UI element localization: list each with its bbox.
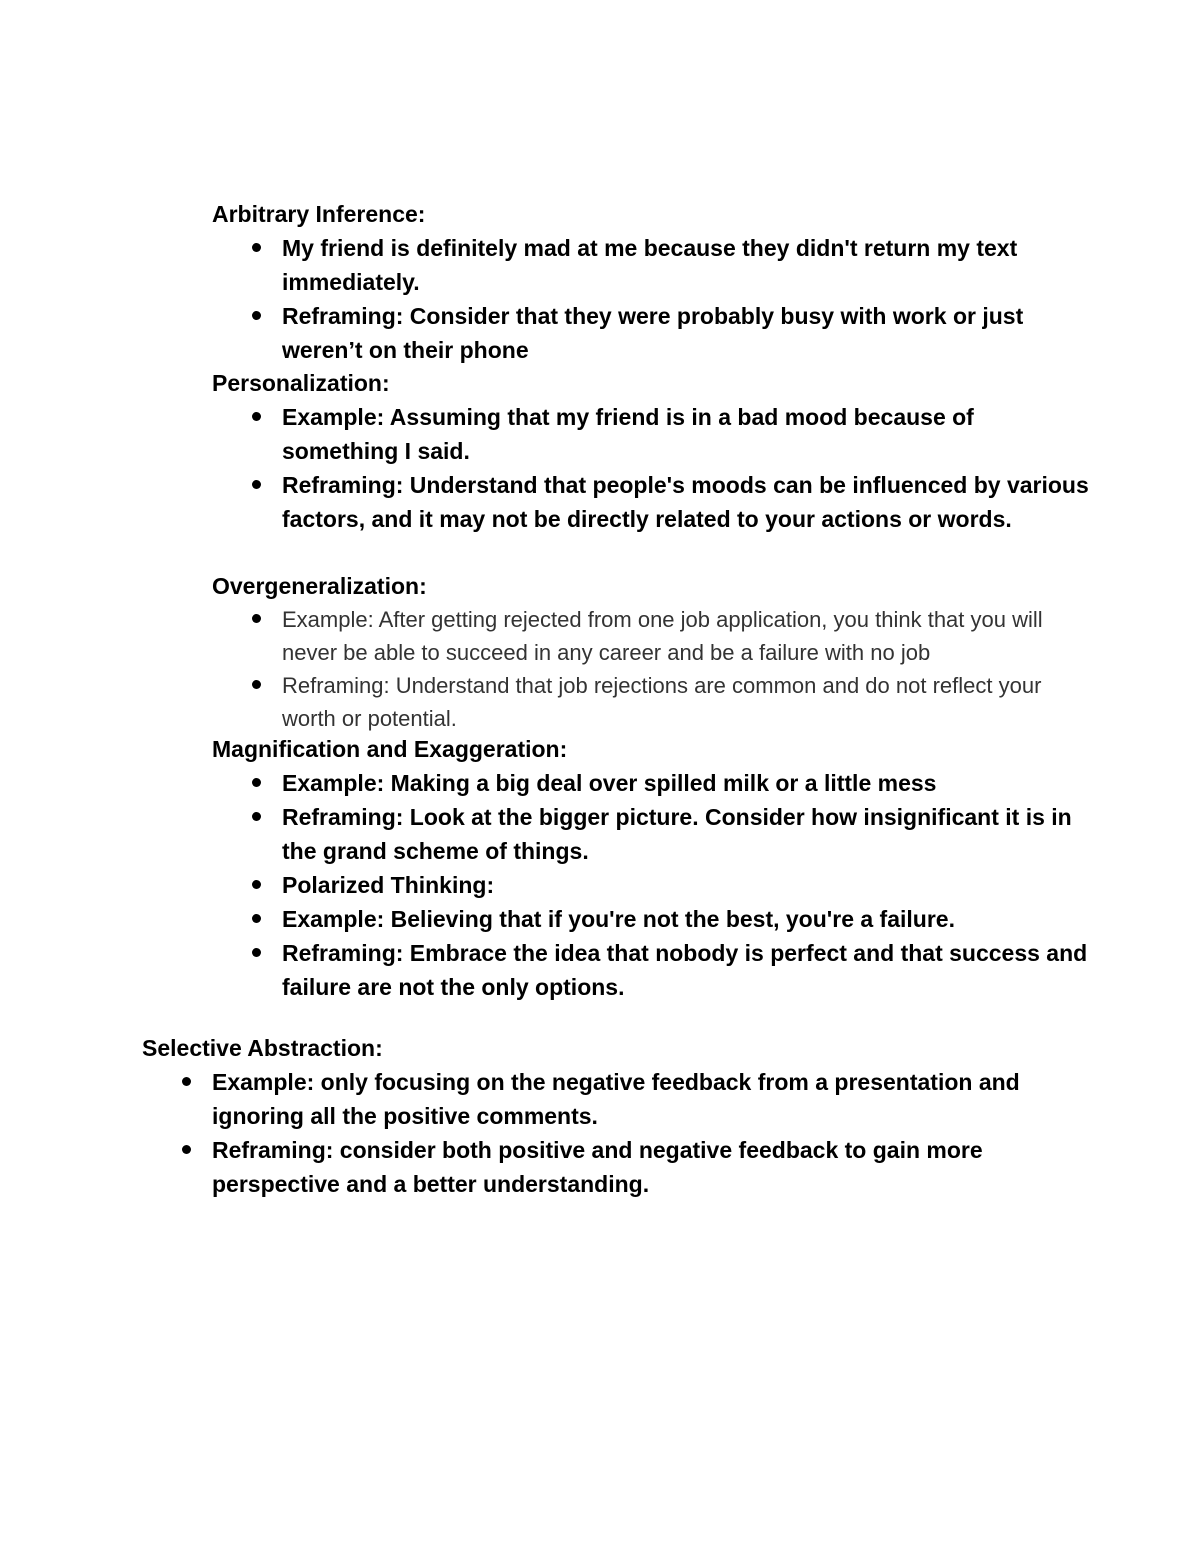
section-heading: Personalization: xyxy=(212,370,390,396)
bullet-list xyxy=(212,231,1092,367)
list-item-text: Example: Assuming that my friend is in a bad mood because of something I said. xyxy=(282,404,974,464)
list-item xyxy=(212,231,1092,299)
section-heading: Arbitrary Inference: xyxy=(212,201,426,227)
list-item-text: Polarized Thinking: xyxy=(282,872,495,898)
list-item xyxy=(212,468,1092,536)
list-item-text: Reframing: Understand that people's moods can be influenced by various factors, and it may not be directly related to your actions or words. xyxy=(282,472,1089,532)
list-item-text: Reframing: Consider that they were probably busy with work or just weren’t on their phone xyxy=(282,303,1024,363)
bullet-list xyxy=(212,603,1092,735)
list-item xyxy=(212,766,1092,800)
list-item xyxy=(212,299,1092,367)
list-item-text: Example: Believing that if you're not the best, you're a failure. xyxy=(282,906,955,932)
bullet-list xyxy=(212,400,1092,536)
section-magnification xyxy=(212,732,1092,1004)
list-item xyxy=(212,400,1092,468)
bullet-icon xyxy=(252,800,282,834)
list-item-text: Example: After getting rejected from one job application, you think that you will never be able to succeed in any career and be a failure with no job xyxy=(282,607,1043,665)
bullet-icon xyxy=(252,902,282,936)
list-item xyxy=(142,1133,1062,1201)
list-item-text: Reframing: Look at the bigger picture. Consider how insignificant it is in the grand scheme of things. xyxy=(282,804,1072,864)
bullet-icon xyxy=(252,400,282,434)
list-item xyxy=(212,936,1092,1004)
list-item-text: Reframing: Embrace the idea that nobody is perfect and that success and failure are not the only options. xyxy=(282,940,1088,1000)
bullet-icon xyxy=(252,299,282,333)
bullet-icon xyxy=(182,1065,212,1099)
list-item xyxy=(212,669,1092,735)
list-item xyxy=(212,902,1092,936)
section-heading: Magnification and Exaggeration: xyxy=(212,736,568,762)
bullet-icon xyxy=(252,766,282,800)
list-item xyxy=(142,1065,1062,1133)
list-item-text: Reframing: Understand that job rejections are common and do not reflect your worth or potential. xyxy=(282,673,1042,731)
section-overgeneralization xyxy=(212,569,1092,735)
bullet-icon xyxy=(252,936,282,970)
list-item xyxy=(212,603,1092,669)
bullet-icon xyxy=(252,603,282,636)
bullet-list xyxy=(212,766,1092,1004)
bullet-icon xyxy=(252,468,282,502)
list-item-text: My friend is definitely mad at me because they didn't return my text immediately. xyxy=(282,235,1018,295)
bullet-icon xyxy=(182,1133,212,1167)
list-item xyxy=(212,868,1092,902)
list-item-text: Example: only focusing on the negative feedback from a presentation and ignoring all the positive comments. xyxy=(212,1069,1020,1129)
bullet-icon xyxy=(252,231,282,265)
section-heading: Overgeneralization: xyxy=(212,573,427,599)
section-selective-abstraction xyxy=(142,1031,1062,1201)
section-heading: Selective Abstraction: xyxy=(142,1035,383,1061)
section-personalization xyxy=(212,366,1092,536)
section-arbitrary-inference xyxy=(212,197,1092,367)
list-item-text: Example: Making a big deal over spilled milk or a little mess xyxy=(282,770,937,796)
bullet-list xyxy=(142,1065,1062,1201)
list-item xyxy=(212,800,1092,868)
list-item-text: Reframing: consider both positive and negative feedback to gain more perspective and a better understanding. xyxy=(212,1137,983,1197)
bullet-icon xyxy=(252,868,282,902)
bullet-icon xyxy=(252,669,282,702)
